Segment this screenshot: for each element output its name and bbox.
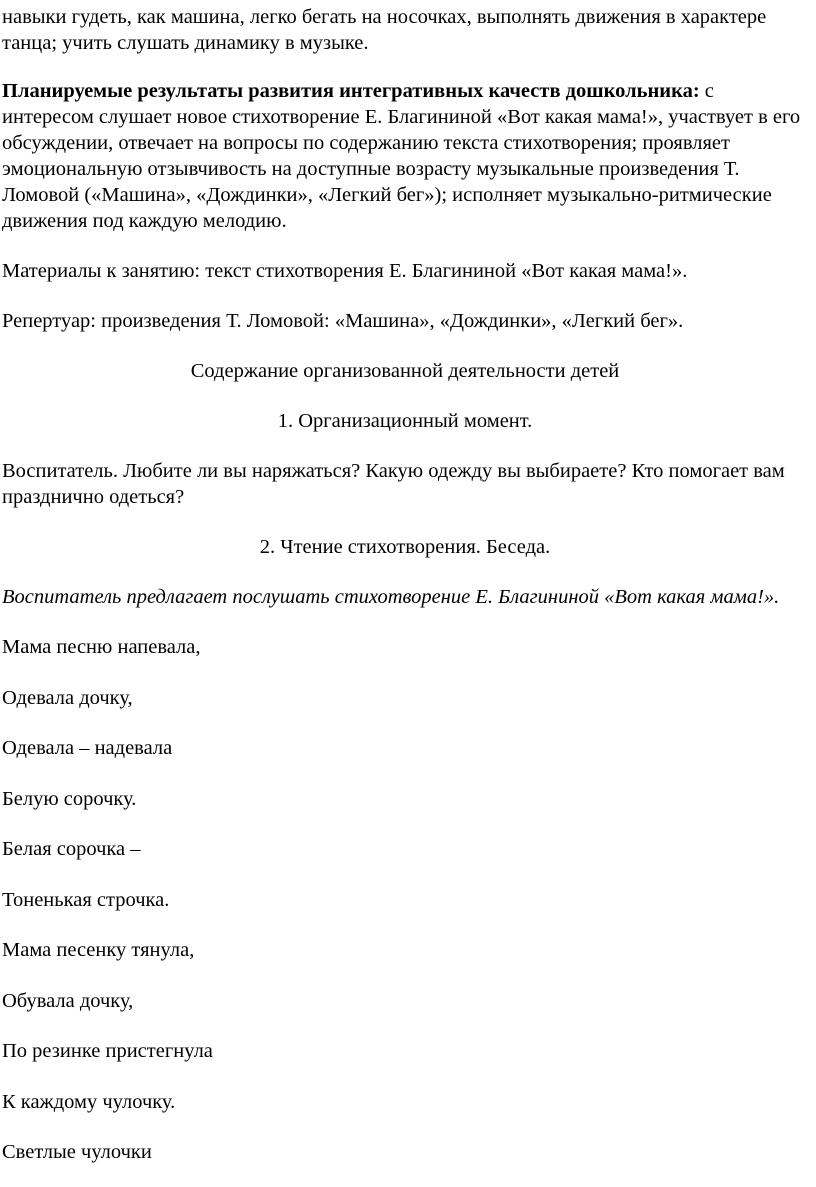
- section-1-heading: 1. Организационный момент.: [277, 410, 533, 432]
- poem-line: По резинке пристегнула: [2, 1040, 213, 1062]
- teacher-question-paragraph: Воспитатель. Любите ли вы наряжаться? Какую одежду вы выбираете? Кто помогает вам празднично одеться?: [2, 460, 785, 508]
- repertoire-paragraph: Репертуар: произведения Т. Ломовой: «Машина», «Дождинки», «Легкий бег».: [2, 310, 684, 332]
- poem-line: К каждому чулочку.: [2, 1090, 176, 1113]
- content-heading: Содержание организованной деятельности детей: [190, 360, 620, 382]
- poem-line: Светлые чулочки: [2, 1141, 152, 1163]
- section-2-heading: 2. Чтение стихотворения. Беседа.: [259, 536, 551, 558]
- poem-line: Одевала – надевала: [2, 737, 173, 759]
- poem-line: Одевала дочку,: [2, 686, 133, 709]
- teacher-offer-paragraph: Воспитатель предлагает послушать стихотворение Е. Благининой «Вот какая мама!».: [2, 586, 780, 608]
- materials-paragraph: Материалы к занятию: текст стихотворения Е. Благининой «Вот какая мама!».: [2, 260, 688, 282]
- poem-line: Обувала дочку,: [2, 989, 134, 1012]
- poem-line: Мама песню напевала,: [2, 636, 201, 658]
- planned-results-paragraph: [2, 78, 808, 234]
- poem-line: Белую сорочку.: [2, 787, 137, 810]
- intro-paragraph: навыки гудеть, как машина, легко бегать на носочках, выполнять движения в характере танца; учить слушать динамику в музыке.: [2, 6, 767, 54]
- poem-line: Тоненькая строчка.: [2, 888, 170, 911]
- planned-results-heading: Планируемые результаты развития интегративных качеств дошкольника:: [2, 80, 700, 102]
- poem-line: Мама песенку тянула,: [2, 939, 195, 961]
- poem-line: Белая сорочка –: [2, 838, 141, 860]
- planned-results-text: с интересом слушает новое стихотворение Е. Благининой «Вот какая мама!», участвует в его обсуждении, отвечает на вопросы по содержанию текста стихотворения; проявляет эмоциональную отзывчивость на доступные возрасту музыкальные произведения Т. Ломовой («Машина», «Дождинки», «Легкий бег»); исполняет музыкально-ритмические движения под каждую мелодию.: [2, 80, 801, 232]
